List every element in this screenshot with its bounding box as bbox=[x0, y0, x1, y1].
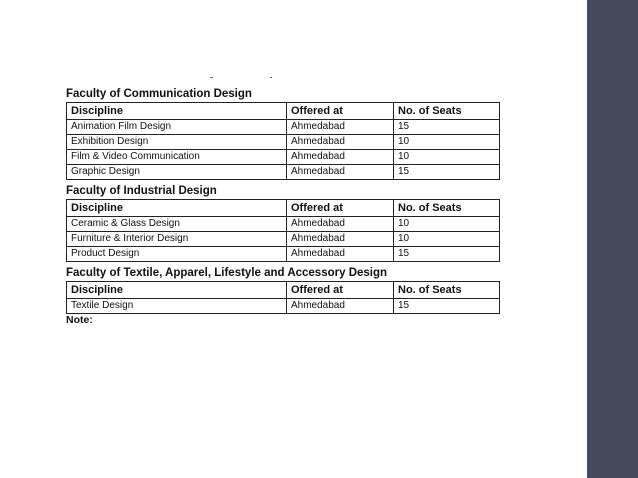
table-row bbox=[67, 217, 500, 232]
location-cell: Ahmedabad bbox=[287, 247, 394, 262]
table-row bbox=[67, 120, 500, 135]
table-row bbox=[67, 232, 500, 247]
location-cell: Ahmedabad bbox=[287, 217, 394, 232]
location-cell: Ahmedabad bbox=[287, 120, 394, 135]
discipline-cell: Product Design bbox=[67, 247, 287, 262]
location-cell: Ahmedabad bbox=[287, 150, 394, 165]
seats-cell: 10 bbox=[394, 217, 500, 232]
seats-table bbox=[66, 102, 500, 180]
discipline-cell: Graphic Design bbox=[67, 165, 287, 180]
table-row bbox=[67, 299, 500, 314]
table-row bbox=[67, 165, 500, 180]
seats-cell: 15 bbox=[394, 247, 500, 262]
column-header: Discipline bbox=[67, 282, 287, 299]
table-header-row bbox=[67, 103, 500, 120]
discipline-cell: Exhibition Design bbox=[67, 135, 287, 150]
table-row bbox=[67, 150, 500, 165]
discipline-cell: Furniture & Interior Design bbox=[67, 232, 287, 247]
location-cell: Ahmedabad bbox=[287, 299, 394, 314]
table-header-row bbox=[67, 200, 500, 217]
discipline-cell: Film & Video Communication bbox=[67, 150, 287, 165]
seats-cell: 10 bbox=[394, 232, 500, 247]
location-cell: Ahmedabad bbox=[287, 135, 394, 150]
section-title: Faculty of Industrial Design bbox=[66, 185, 217, 197]
scan-mark bbox=[270, 77, 272, 78]
location-cell: Ahmedabad bbox=[287, 232, 394, 247]
column-header: Offered at bbox=[287, 200, 394, 217]
document-page bbox=[66, 87, 500, 323]
column-header: Discipline bbox=[67, 200, 287, 217]
location-cell: Ahmedabad bbox=[287, 165, 394, 180]
section-title: Faculty of Communication Design bbox=[66, 88, 252, 100]
column-header: Discipline bbox=[67, 103, 287, 120]
seats-cell: 10 bbox=[394, 150, 500, 165]
column-header: Offered at bbox=[287, 282, 394, 299]
table-header-row bbox=[67, 282, 500, 299]
column-header: Offered at bbox=[287, 103, 394, 120]
seats-cell: 15 bbox=[394, 299, 500, 314]
discipline-cell: Textile Design bbox=[67, 299, 287, 314]
seats-cell: 10 bbox=[394, 135, 500, 150]
note-label: Note: bbox=[66, 315, 93, 323]
discipline-cell: Ceramic & Glass Design bbox=[67, 217, 287, 232]
seats-cell: 15 bbox=[394, 165, 500, 180]
scan-mark bbox=[210, 77, 213, 78]
table-row bbox=[67, 247, 500, 262]
section-title: Faculty of Textile, Apparel, Lifestyle and Accessory Design bbox=[66, 267, 388, 279]
sidebar-panel bbox=[587, 0, 638, 478]
column-header: No. of Seats bbox=[394, 200, 500, 217]
seats-table bbox=[66, 281, 500, 314]
column-header: No. of Seats bbox=[394, 103, 500, 120]
table-row bbox=[67, 135, 500, 150]
column-header: No. of Seats bbox=[394, 282, 500, 299]
discipline-cell: Animation Film Design bbox=[67, 120, 287, 135]
seats-table bbox=[66, 199, 500, 262]
seats-cell: 15 bbox=[394, 120, 500, 135]
